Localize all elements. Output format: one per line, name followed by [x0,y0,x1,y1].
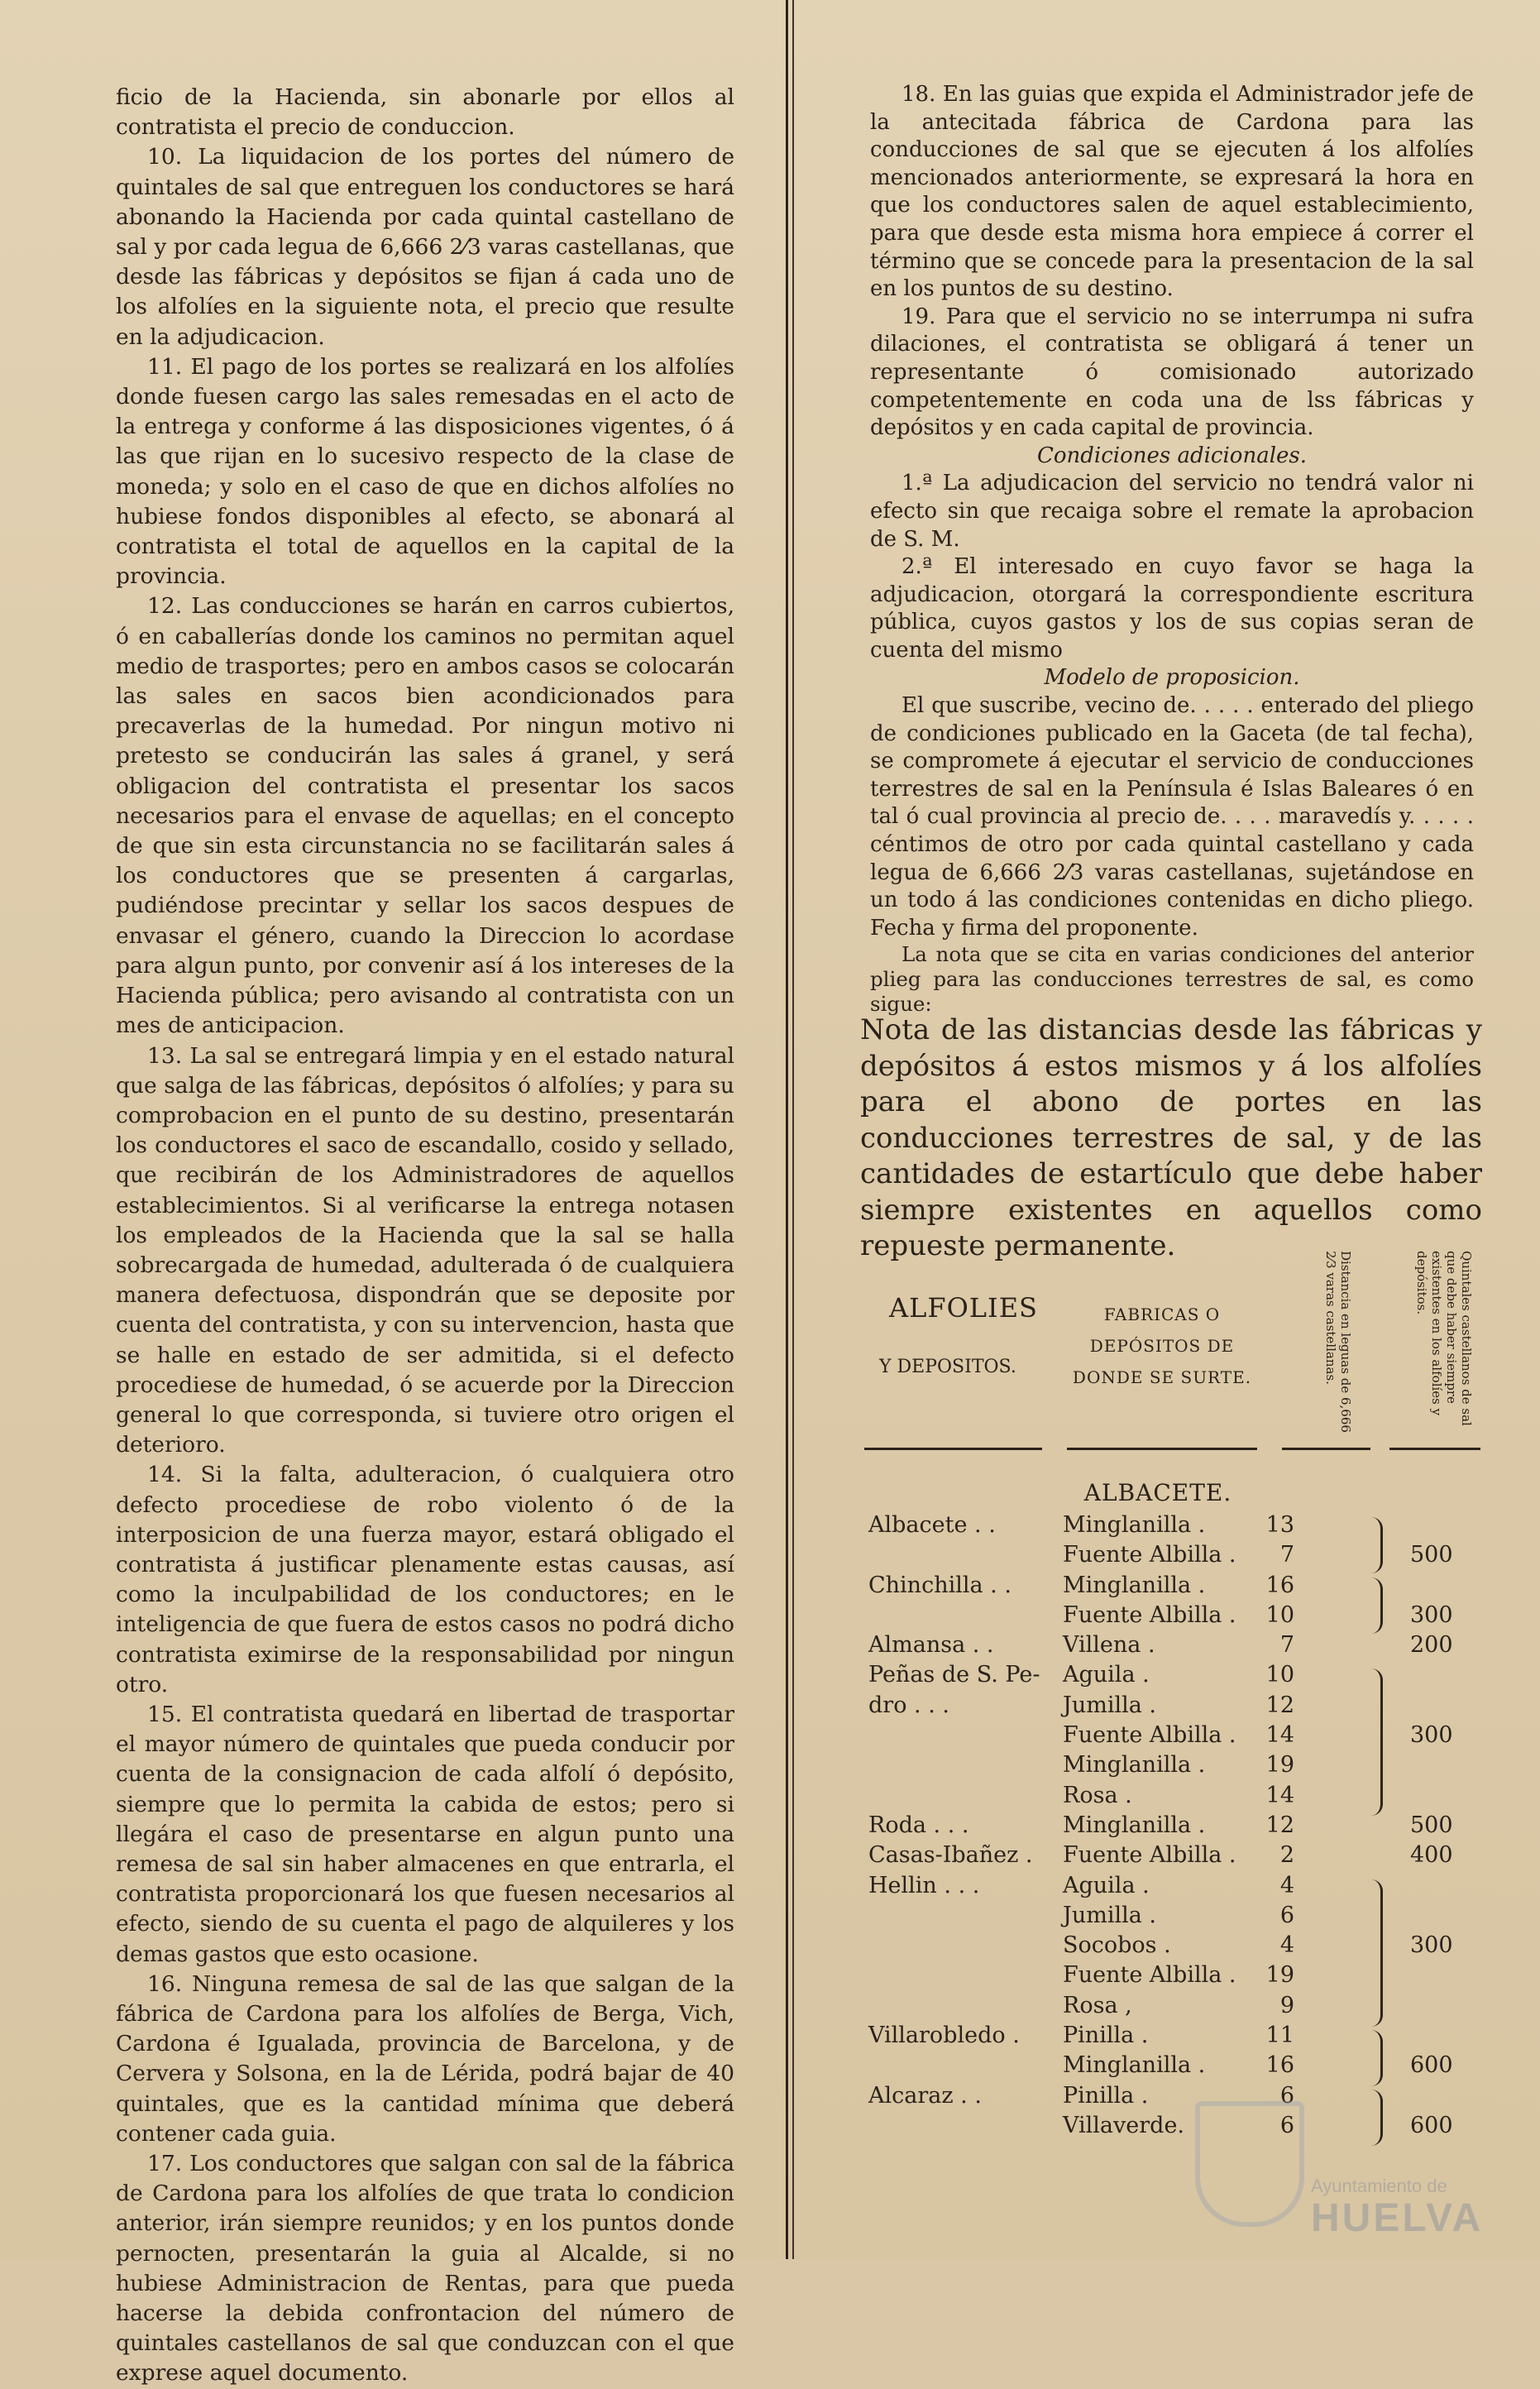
right-column [870,81,1474,1017]
fabrica-cell: Minglanilla . [1063,1572,1206,1598]
watermark-line2: HUELVA [1311,2196,1484,2240]
heading-condiciones: Condiciones adicionales. [1036,443,1308,468]
table-row [864,1812,1476,1842]
table-row [864,1962,1476,1992]
quintales-cell: 300 [1410,1601,1453,1628]
header-rule [1067,1448,1257,1450]
quintales-cell: 500 [1410,1812,1453,1838]
fabrica-cell: Villena . [1063,1632,1155,1659]
left-column [116,83,734,2389]
header-rule [1282,1448,1370,1450]
distance-cell: 19 [1265,1962,1294,1989]
fabrica-cell: Socobos . [1063,1932,1171,1959]
region-albacete: ALBACETE. [1083,1479,1232,1506]
header-distancia: Distancia en leguas de 6,666 2⁄3 varas castellanas. [1323,1251,1353,1433]
paragraph-10: 10. La liquidacion de los portes del número de quintales de sal que entreguen los conductores se hará abonando la Hacienda por cada quintal castellano de sal y por cada legua de 6,666 2⁄3 varas castellanas, que desde las fábricas y depósitos se fijan á cada uno de los alfolíes en la siguiente nota, el precio que resulte en la adjudicacion. [116,144,734,350]
paragraph-9-end: ficio de la Hacienda, sin abonarle por ellos al contratista el precio de conduccion. [116,84,734,141]
alfolie-cell: Alcaraz . . [868,2082,982,2109]
paragraph-13: 13. La sal se entregará limpia y en el estado natural que salga de las fábricas, depósitos ó alfolíes; y para su comprobacion en el punto de su destino, presentarán los conductores el saco de escandallo, cosido y sellado, que recibirán de los Administradores de aquellos establecimientos. Si al verificarse la entrega notasen los empleados de la Hacienda que la sal se halla sobrecargada de humedad, adulterada ó de cualquiera manera defectuosa, dispondrán que se deposite por cuenta del contratista, y con su intervencion, hasta que se halle en estado de ser admitida, si el defecto procediese de humedad, ó se acuerde por la Direccion general lo que corresponda, si tuviere otro origen el deterioro. [116,1042,734,1458]
fabrica-cell: Aguila . [1063,1662,1150,1688]
paragraph-18: 18. En las guias que expida el Administrador jefe de la antecitada fábrica de Cardona para las conducciones de sal que se ejecuten á los alfolíes mencionados anteriormente, se expresará la hora en que los conductores salen de aquel establecimiento, para que desde esta misma hora empiece á correr el término que se concede para la presentacion de la sal en los puntos de su destino. [870,82,1474,302]
quintales-cell: 400 [1410,1842,1453,1869]
distance-cell: 14 [1265,1722,1294,1749]
table-row [864,1722,1476,1752]
nota-title: Nota de las distancias desde las fábricas y depósitos á estos mismos y á los alfolíes para el abono de portes en las conducciones terrestres de sal, y de las cantidades de estartículo que debe haber siempre existentes en aquellos como repueste permanente. [860,1013,1482,1262]
table-row [864,1542,1476,1572]
watermark-line1: Ayuntamiento de [1311,2176,1447,2196]
fabrica-cell: Fuente Albilla . [1063,1962,1236,1989]
table-row [864,1632,1476,1662]
table-row [864,1692,1476,1722]
alfolie-cell: Peñas de S. Pe- [868,1662,1040,1688]
paragraph-12: 12. Las conducciones se harán en carros cubiertos, ó en caballerías donde los caminos no permitan aquel medio de trasportes; pero en ambos casos se colocarán las sales en sacos bien acondicionados para precaverlas de la humedad. Por ningun motivo ni pretesto se conducirán las sales á granel, y será obligacion del contratista el presentar los sacos necesarios para el envase de aquellas; en el concepto de que sin esta circunstancia no se facilitarán sales á los conductores que se presenten á cargarlas, pudiéndose precintar y sellar los sacos despues de envasar el género, cuando la Direccion lo acordase para algun punto, por convenir así á los intereses de la Hacienda pública; pero avisando al contratista con un mes de anticipacion. [116,593,734,1039]
header-depositos: Y DEPOSITOS. [879,1357,1016,1377]
alfolie-cell: Hellin . . . [868,1872,980,1898]
table-row [864,2052,1476,2082]
distance-cell: 6 [1279,1902,1294,1928]
distance-cell: 13 [1265,1512,1294,1538]
distance-cell: 2 [1279,1842,1294,1869]
table-row [864,1783,1476,1812]
condicion-1: 1.ª La adjudicacion del servicio no tendrá valor ni efecto sin que recaiga sobre el remate la aprobacion de S. M. [870,471,1474,552]
distance-cell: 16 [1265,2052,1294,2079]
distance-cell: 12 [1265,1812,1294,1838]
table-row [864,1662,1476,1692]
fabrica-cell: Fuente Albilla . [1063,1542,1236,1568]
alfolie-cell: dro . . . [868,1692,949,1718]
quintales-cell: 200 [1410,1632,1453,1659]
modelo-proposicion: El que suscribe, vecino de. . . . . enterado del pliego de condiciones publicado en la Gaceta (de tal fecha), se compromete á ejecutar el servicio de conducciones terrestres de sal en la Península é Islas Baleares ó en tal ó cual provincia al precio de. . . . maravedís y. . . . . céntimos de otro por cada quintal castellano y cada legua de 6,666 2⁄3 varas castellanas, sujetándose en un todo á las condiciones contenidas en dicho pliego. Fecha y firma del proponente. [870,693,1474,941]
distance-cell: 7 [1279,1632,1294,1659]
table-row [864,1873,1476,1903]
paragraph-15: 15. El contratista quedará en libertad de trasportar el mayor número de quintales que pueda conducir por cuenta de la consignacion de cada alfolí ó depósito, siempre que lo permita la cabida de estos; pero si llegára el caso de presentarse en algun punto una remesa de sal sin haber almacenes en que entrarla, el contratista proporcionará los que fuesen necesarios al efecto, siendo de su cuenta el pago de alquileres y los demas gastos que esto ocasione. [116,1701,734,1967]
distance-cell: 9 [1279,1992,1294,2018]
header-rule [1389,1448,1480,1450]
distance-cell: 16 [1265,1572,1294,1598]
header-quintales: Quintales castellanos de sal que debe haber siempre existentes en los alfolíes y depósitos. [1414,1251,1474,1426]
coat-of-arms-icon [1195,2101,1304,2227]
distance-cell: 7 [1279,1542,1294,1568]
distance-cell: 19 [1265,1752,1294,1779]
table-row [864,1842,1476,1872]
brace [1369,1517,1383,1573]
fabrica-cell: Minglanilla . [1063,1812,1206,1838]
brace [1369,1668,1383,1816]
paragraph-16: 16. Ninguna remesa de sal de las que salgan de la fábrica de Cardona para los alfolíes de Berga, Vich, Cardona é Igualada, provincia de Barcelona, y de Cervera y Solsona, en la de Lérida, podrá bajar de 40 quintales, que es la cantidad mínima que deberá contener cada guia. [116,1970,734,2147]
fabrica-cell: Fuente Albilla . [1063,1842,1236,1869]
fabrica-cell: Fuente Albilla . [1063,1722,1236,1749]
header-fabricas: FABRICAS O DEPÓSITOS DE DONDE SE SURTE. [1072,1305,1252,1387]
table-row [864,1932,1476,1962]
distance-cell: 10 [1265,1662,1294,1688]
table-row [864,1512,1476,1542]
fabrica-cell: Rosa , [1063,1992,1132,2018]
column-divider [786,0,794,2259]
fabrica-cell: Pinilla . [1063,2023,1149,2049]
quintales-cell: 300 [1410,1932,1453,1959]
quintales-cell: 300 [1410,1722,1453,1749]
table-row [864,1993,1476,2023]
table-row [864,1573,1476,1602]
fabrica-cell: Aguila . [1063,1872,1150,1898]
alfolie-cell: Albacete . . [868,1512,996,1538]
brace [1369,1879,1383,2027]
brace [1369,1578,1383,1634]
table-rows [864,1512,1476,2142]
watermark-seal [1195,2093,1484,2240]
paragraph-14: 14. Si la falta, adulteracion, ó cualquiera otro defecto procediese de robo violento ó de la interposicion de una fuerza mayor, estará obligado el contratista á justificar plenamente estas causas, así como la inculpabilidad de los conductores; en le inteligencia de que fuera de estos casos no podrá dicho contratista eximirse de la responsabilidad por ningun otro. [116,1462,734,1697]
distance-cell: 14 [1265,1782,1294,1808]
nota-intro: La nota que se cita en varias condiciones del anterior plieg para las conducciones terrestres de sal, es como sigue: [870,942,1474,1017]
quintales-cell: 500 [1410,1542,1453,1568]
fabrica-cell: Jumilla . [1063,1692,1156,1718]
fabrica-cell: Minglanilla . [1063,2052,1206,2079]
paragraph-11: 11. El pago de los portes se realizará en los alfolíes donde fuesen cargo las sales remesadas en el acto de la entrega y conforme á las disposiciones vigentes, ó á las que rijan en lo sucesivo respecto de la clase de moneda; y solo en el caso de que en dichos alfolíes no hubiese fondos disponibles al efecto, se abonará al contratista el total de aquellos en la capital de la provincia. [116,353,734,590]
alfolie-cell: Almansa . . [868,1632,994,1659]
table-row [864,1903,1476,1932]
fabrica-cell: Rosa . [1063,1782,1132,1808]
distance-cell: 12 [1265,1692,1294,1718]
table-row [864,1602,1476,1632]
distance-cell: 11 [1265,2023,1294,2049]
header-rule [864,1448,1042,1450]
fabrica-cell: Villaverde. [1063,2112,1185,2138]
alfolie-cell: Roda . . . [868,1812,969,1838]
paragraph-19: 19. Para que el servicio no se interrumpa ni sufra dilaciones, el contratista se obligará á tener un representante ó comisionado autorizado competentemente en coda una de lss fábricas y depósitos y en cada capital de provincia. [870,304,1474,441]
distances-table [864,1251,1476,2161]
quintales-cell: 600 [1410,2052,1453,2079]
heading-modelo: Modelo de proposicion. [1044,665,1300,691]
distance-cell: 10 [1265,1601,1294,1628]
paragraph-17: 17. Los conductores que salgan con sal de la fábrica de Cardona para los alfolíes de que trata lo condicion anterior, irán siempre reunidos; y en los puntos donde pernocten, presentarán la guia al Alcalde, si no hubiese Administracion de Rentas, para que pueda hacerse la debida confrontacion del número de quintales castellanos de sal que conduzcan con el que exprese aquel documento. [116,2151,734,2387]
fabrica-cell: Fuente Albilla . [1063,1601,1236,1628]
header-alfolies: ALFOLIES [889,1292,1038,1324]
fabrica-cell: Minglanilla . [1063,1752,1206,1779]
table-row [864,1752,1476,1782]
table-row [864,2023,1476,2052]
quintales-cell: 600 [1410,2112,1453,2138]
distance-cell: 4 [1279,1932,1294,1959]
alfolie-cell: Casas-Ibañez . [868,1842,1033,1869]
distance-cell: 4 [1279,1872,1294,1898]
fabrica-cell: Pinilla . [1063,2082,1149,2109]
alfolie-cell: Villarobledo . [868,2023,1020,2049]
condicion-2: 2.ª El interesado en cuyo favor se haga la adjudicacion, otorgará la correspondiente escritura pública, cuyos gastos y los de sus copias seran de cuenta del mismo [870,554,1474,663]
alfolie-cell: Chinchilla . . [868,1572,1012,1598]
fabrica-cell: Jumilla . [1063,1902,1156,1928]
brace [1369,2030,1383,2086]
distance-cell: 6 [1279,2082,1294,2109]
fabrica-cell: Minglanilla . [1063,1512,1206,1538]
distance-cell: 6 [1279,2112,1294,2138]
